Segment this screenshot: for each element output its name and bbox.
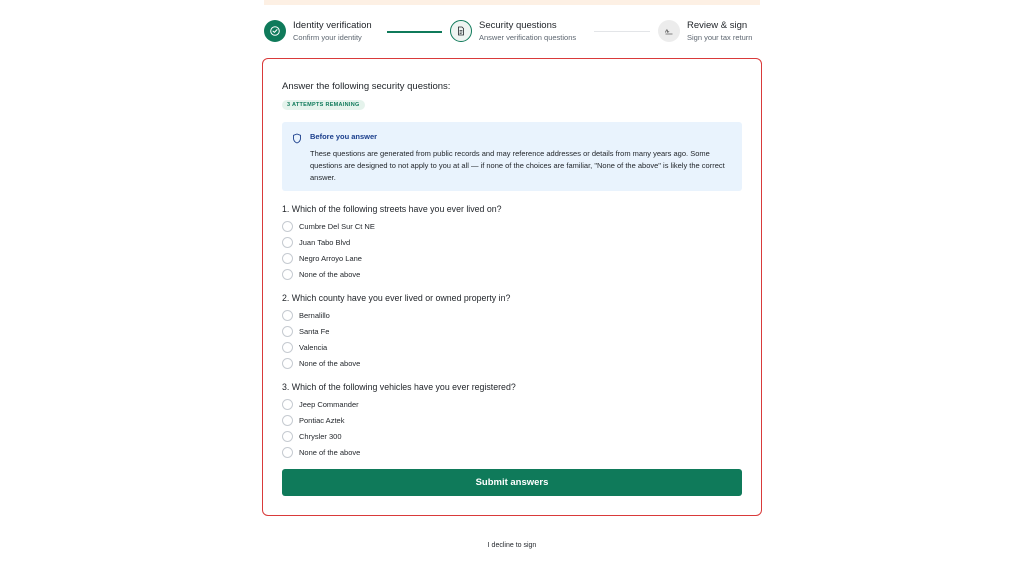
- option-row[interactable]: [282, 396, 742, 412]
- option-row[interactable]: [282, 234, 742, 250]
- question-text: 2. Which county have you ever lived or owned property in?: [282, 293, 511, 303]
- question-text: 3. Which of the following vehicles have you ever registered?: [282, 382, 516, 392]
- option-label[interactable]: None of the above: [299, 358, 361, 368]
- option-label[interactable]: Cumbre Del Sur Ct NE: [299, 221, 375, 231]
- option-row[interactable]: [282, 355, 742, 371]
- option-label[interactable]: Valencia: [299, 342, 328, 352]
- option-label[interactable]: None of the above: [299, 447, 361, 457]
- step-identity-verification: [264, 20, 372, 42]
- step-connector: [387, 31, 442, 33]
- option-label[interactable]: Bernalillo: [299, 310, 330, 320]
- option-label[interactable]: Chrysler 300: [299, 431, 342, 441]
- security-questions-card: [262, 58, 762, 516]
- step-subtitle: Sign your tax return: [687, 32, 753, 42]
- question-text: 1. Which of the following streets have you ever lived on?: [282, 204, 502, 214]
- step-subtitle: Confirm your identity: [293, 32, 362, 42]
- option-label[interactable]: Juan Tabo Blvd: [299, 237, 351, 247]
- radio-button[interactable]: [282, 399, 293, 410]
- option-row[interactable]: [282, 339, 742, 355]
- info-callout: [282, 122, 742, 191]
- option-row[interactable]: [282, 250, 742, 266]
- radio-button[interactable]: [282, 237, 293, 248]
- step-review-sign: [658, 20, 752, 42]
- radio-button[interactable]: [282, 253, 293, 264]
- radio-button[interactable]: [282, 358, 293, 369]
- step-title: Review & sign: [687, 20, 748, 32]
- question-1: [282, 204, 742, 282]
- shield-icon: [292, 131, 302, 149]
- radio-button[interactable]: [282, 326, 293, 337]
- info-body: These questions are generated from public records and may reference addresses or details from many years ago. Some questions are designed to not apply to you at all — if none of the choices are familiar, "None of the above" is likely the correct answer.: [310, 149, 725, 182]
- question-2: [282, 293, 742, 371]
- option-row[interactable]: [282, 307, 742, 323]
- radio-button[interactable]: [282, 415, 293, 426]
- top-banner: [264, 0, 760, 5]
- option-label[interactable]: Santa Fe: [299, 326, 330, 336]
- radio-button[interactable]: [282, 310, 293, 321]
- option-label[interactable]: Negro Arroyo Lane: [299, 253, 362, 263]
- document-icon: [450, 20, 472, 42]
- option-label[interactable]: Jeep Commander: [299, 399, 359, 409]
- option-label[interactable]: None of the above: [299, 269, 361, 279]
- radio-button[interactable]: [282, 269, 293, 280]
- radio-button[interactable]: [282, 431, 293, 442]
- info-title: Before you answer: [310, 132, 378, 141]
- option-row[interactable]: [282, 323, 742, 339]
- signature-icon: [658, 20, 680, 42]
- option-label[interactable]: Pontiac Aztek: [299, 415, 345, 425]
- radio-button[interactable]: [282, 221, 293, 232]
- option-row[interactable]: [282, 444, 742, 460]
- step-title: Identity verification: [293, 20, 372, 32]
- step-title: Security questions: [479, 20, 557, 32]
- progress-stepper: [264, 20, 764, 48]
- submit-answers-button[interactable]: Submit answers: [282, 469, 742, 496]
- radio-button[interactable]: [282, 342, 293, 353]
- step-security-questions: [450, 20, 576, 42]
- option-row[interactable]: [282, 428, 742, 444]
- card-heading: Answer the following security questions:: [282, 81, 451, 92]
- option-row[interactable]: [282, 266, 742, 282]
- check-icon: [264, 20, 286, 42]
- step-connector: [594, 31, 650, 32]
- question-3: [282, 382, 742, 460]
- option-row[interactable]: [282, 218, 742, 234]
- attempts-badge: 3 ATTEMPTS REMAINING: [282, 100, 365, 110]
- radio-button[interactable]: [282, 447, 293, 458]
- option-row[interactable]: [282, 412, 742, 428]
- step-subtitle: Answer verification questions: [479, 32, 577, 42]
- decline-to-sign-link[interactable]: I decline to sign: [487, 542, 537, 549]
